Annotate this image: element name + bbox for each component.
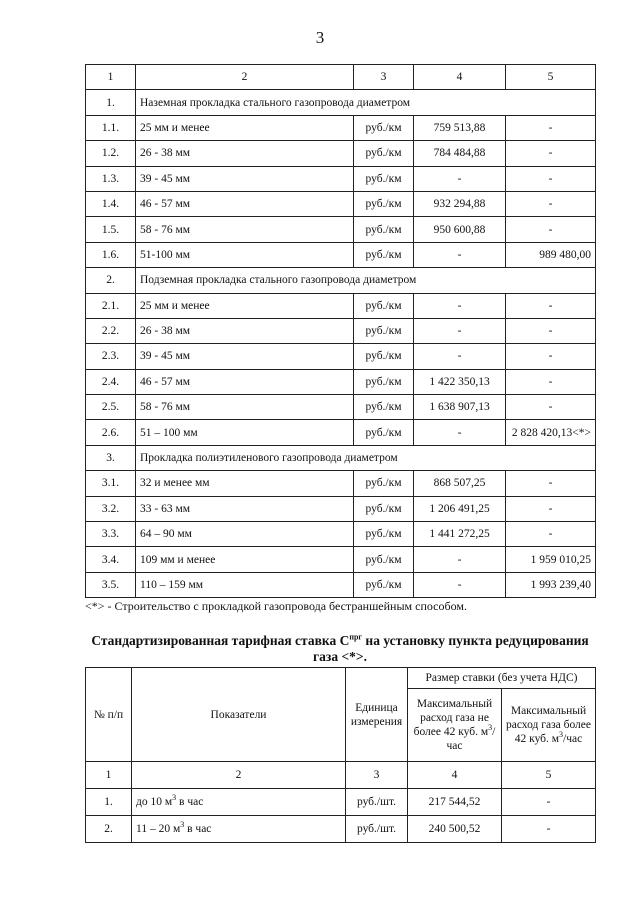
- table1-row: [86, 395, 596, 420]
- row-name-suffix: в час: [176, 796, 204, 808]
- table2-title-sup: прг: [349, 632, 363, 642]
- row-value-5: -: [506, 166, 596, 191]
- row-num: 1.: [86, 90, 136, 115]
- header-num-cell: 5: [502, 762, 596, 789]
- row-name: 33 - 63 мм: [136, 496, 354, 521]
- row-value-5: -: [506, 217, 596, 242]
- row-name: 39 - 45 мм: [136, 166, 354, 191]
- row-num: 3.5.: [86, 572, 136, 597]
- row-unit: руб./км: [354, 191, 414, 216]
- row-unit: руб./км: [354, 496, 414, 521]
- row-value-4: -: [414, 242, 506, 267]
- header-num-cell: 3: [346, 762, 408, 789]
- section-row: [86, 268, 596, 293]
- row-value-4: 240 500,52: [408, 816, 502, 843]
- row-name: [132, 789, 346, 816]
- row-value-4: 1 206 491,25: [414, 496, 506, 521]
- row-num: 1.1.: [86, 115, 136, 140]
- row-unit: руб./км: [354, 242, 414, 267]
- col-name-header: Показатели: [132, 668, 346, 762]
- table1-row: [86, 191, 596, 216]
- row-num: 2.: [86, 816, 132, 843]
- row-value-4: 1 441 272,25: [414, 522, 506, 547]
- table1-row: [86, 496, 596, 521]
- row-value-4: 950 600,88: [414, 217, 506, 242]
- row-value-4: -: [414, 344, 506, 369]
- row-name: 25 мм и менее: [136, 115, 354, 140]
- table1-row: [86, 217, 596, 242]
- row-name-sup: 3: [180, 820, 185, 830]
- row-unit: руб./км: [354, 522, 414, 547]
- row-value-5: -: [506, 344, 596, 369]
- table1-row: [86, 547, 596, 572]
- table1-row: [86, 471, 596, 496]
- row-num: 1.2.: [86, 141, 136, 166]
- row-name: 25 мм и менее: [136, 293, 354, 318]
- row-name: 46 - 57 мм: [136, 369, 354, 394]
- row-value-5: -: [506, 369, 596, 394]
- table1-row: [86, 318, 596, 343]
- col-a-header-text: Максимальный расход газа не более 42 куб. м: [413, 698, 493, 738]
- row-name: 109 мм и менее: [136, 547, 354, 572]
- section-row: [86, 90, 596, 115]
- row-num: 2.3.: [86, 344, 136, 369]
- row-value-5: -: [506, 191, 596, 216]
- col-b-header-sup: 3: [559, 730, 564, 740]
- row-value-5: -: [506, 471, 596, 496]
- row-unit: руб./км: [354, 293, 414, 318]
- row-name: 58 - 76 мм: [136, 217, 354, 242]
- section-title: Наземная прокладка стального газопровода диаметром: [136, 90, 596, 115]
- row-num: 1.5.: [86, 217, 136, 242]
- row-name: 51 – 100 мм: [136, 420, 354, 445]
- header-num-cell: 5: [506, 65, 596, 90]
- row-value-5: -: [506, 496, 596, 521]
- row-value-4: -: [414, 293, 506, 318]
- row-value-5: -: [506, 141, 596, 166]
- table2-title-main: Стандартизированная тарифная ставка С: [91, 633, 350, 648]
- row-value-5: -: [506, 293, 596, 318]
- header-num-cell: 2: [136, 65, 354, 90]
- row-num: 2.1.: [86, 293, 136, 318]
- table2-row: [86, 789, 596, 816]
- table1-row: [86, 572, 596, 597]
- table1-header-row: [86, 65, 596, 90]
- col-a-header-sup: 3: [488, 723, 493, 733]
- row-name: 26 - 38 мм: [136, 141, 354, 166]
- row-unit: руб./км: [354, 547, 414, 572]
- row-value-4: -: [414, 166, 506, 191]
- gas-reduction-point-rates-table: [85, 667, 596, 843]
- row-num: 3.4.: [86, 547, 136, 572]
- header-num-cell: 1: [86, 65, 136, 90]
- page-number: 3: [315, 28, 325, 47]
- col-a-header: [408, 689, 502, 762]
- row-num: 2.2.: [86, 318, 136, 343]
- row-unit: руб./км: [354, 395, 414, 420]
- row-num: 1.6.: [86, 242, 136, 267]
- section-title: Прокладка полиэтиленового газопровода диаметром: [136, 445, 596, 470]
- gas-pipeline-rates-table: [85, 64, 596, 598]
- table1-row: [86, 115, 596, 140]
- row-num: 3.2.: [86, 496, 136, 521]
- row-name: 58 - 76 мм: [136, 395, 354, 420]
- row-name: 32 и менее мм: [136, 471, 354, 496]
- row-value-4: 932 294,88: [414, 191, 506, 216]
- row-num: 2.6.: [86, 420, 136, 445]
- col-num-header: № п/п: [86, 668, 132, 762]
- row-name: 26 - 38 мм: [136, 318, 354, 343]
- table1-row: [86, 344, 596, 369]
- row-name: 51-100 мм: [136, 242, 354, 267]
- row-value-4: -: [414, 547, 506, 572]
- table1-row: [86, 293, 596, 318]
- row-value-5: -: [506, 115, 596, 140]
- row-name-text: до 10 м: [136, 796, 173, 808]
- row-num: 3.1.: [86, 471, 136, 496]
- row-unit: руб./шт.: [346, 816, 408, 843]
- row-num: 2.: [86, 268, 136, 293]
- row-unit: руб./км: [354, 420, 414, 445]
- table2-header-row-1: [86, 668, 596, 689]
- col-unit-header: Единица измерения: [346, 668, 408, 762]
- row-value-4: -: [414, 572, 506, 597]
- row-value-4: -: [414, 420, 506, 445]
- footnote: <*> - Строительство с прокладкой газопровода бестраншейным способом.: [85, 599, 467, 613]
- col-b-header-text: Максимальный расход газа более 42 куб. м: [506, 705, 592, 745]
- table1-row: [86, 420, 596, 445]
- section-row: [86, 445, 596, 470]
- row-value-5: -: [502, 789, 596, 816]
- row-unit: руб./км: [354, 115, 414, 140]
- row-num: 1.3.: [86, 166, 136, 191]
- row-value-4: 1 638 907,13: [414, 395, 506, 420]
- row-value-4: -: [414, 318, 506, 343]
- row-value-5: 1 993 239,40: [506, 572, 596, 597]
- row-value-4: 759 513,88: [414, 115, 506, 140]
- row-num: 3.3.: [86, 522, 136, 547]
- row-value-4: 1 422 350,13: [414, 369, 506, 394]
- row-num: 2.4.: [86, 369, 136, 394]
- row-value-4: 217 544,52: [408, 789, 502, 816]
- table1-row: [86, 522, 596, 547]
- col-a-header-suffix: /час: [446, 726, 496, 752]
- row-name: 64 – 90 мм: [136, 522, 354, 547]
- section-title: Подземная прокладка стального газопровода диаметром: [136, 268, 596, 293]
- row-num: 1.: [86, 789, 132, 816]
- row-value-4: 868 507,25: [414, 471, 506, 496]
- row-name: 46 - 57 мм: [136, 191, 354, 216]
- header-num-cell: 4: [408, 762, 502, 789]
- col-rate-header: Размер ставки (без учета НДС): [408, 668, 596, 689]
- row-num: 1.4.: [86, 191, 136, 216]
- table2-number-row: [86, 762, 596, 789]
- table2-title: [85, 633, 595, 665]
- row-name-sup: 3: [172, 793, 177, 803]
- row-value-5: 1 959 010,25: [506, 547, 596, 572]
- row-unit: руб./км: [354, 166, 414, 191]
- table2-row: [86, 816, 596, 843]
- row-unit: руб./км: [354, 318, 414, 343]
- row-unit: руб./км: [354, 369, 414, 394]
- row-name: 39 - 45 мм: [136, 344, 354, 369]
- row-value-4: 784 484,88: [414, 141, 506, 166]
- col-b-header: [502, 689, 596, 762]
- row-name-text: 11 – 20 м: [136, 823, 181, 835]
- table1-row: [86, 141, 596, 166]
- row-unit: руб./км: [354, 572, 414, 597]
- table2-title-rest: на установку пункта редуцирования газа <*>.: [313, 633, 589, 664]
- header-num-cell: 3: [354, 65, 414, 90]
- row-name: 110 – 159 мм: [136, 572, 354, 597]
- table1-row: [86, 369, 596, 394]
- table1-row: [86, 242, 596, 267]
- row-value-5: 2 828 420,13<*>: [506, 420, 596, 445]
- row-unit: руб./км: [354, 217, 414, 242]
- row-unit: руб./км: [354, 344, 414, 369]
- table1-row: [86, 166, 596, 191]
- row-num: 3.: [86, 445, 136, 470]
- row-unit: руб./км: [354, 141, 414, 166]
- row-name: [132, 816, 346, 843]
- row-value-5: -: [502, 816, 596, 843]
- row-num: 2.5.: [86, 395, 136, 420]
- header-num-cell: 1: [86, 762, 132, 789]
- row-name-suffix: в час: [184, 823, 212, 835]
- col-b-header-suffix: /час: [563, 733, 583, 745]
- row-value-5: -: [506, 318, 596, 343]
- row-value-5: 989 480,00: [506, 242, 596, 267]
- row-value-5: -: [506, 395, 596, 420]
- header-num-cell: 2: [132, 762, 346, 789]
- row-unit: руб./км: [354, 471, 414, 496]
- row-unit: руб./шт.: [346, 789, 408, 816]
- header-num-cell: 4: [414, 65, 506, 90]
- row-value-5: -: [506, 522, 596, 547]
